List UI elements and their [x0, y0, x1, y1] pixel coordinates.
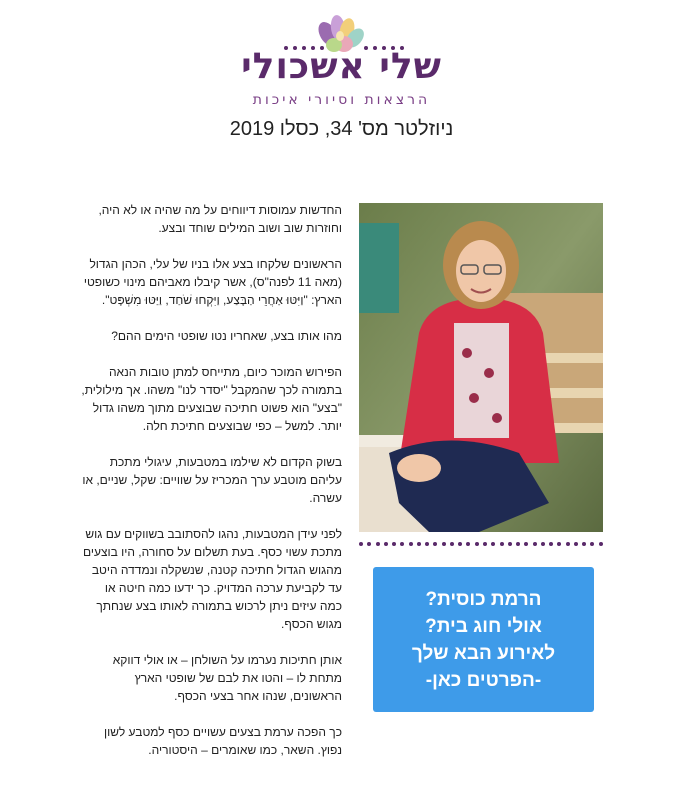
- article-paragraph: לפני עידן המטבעות, נהגו להסתובב בשווקים עם גוש מתכת עשוי כסף. בעת תשלום על סחורה, היו בוצעים מהגוש הגדול חתיכה קטנה, שנשקלה ונמדדה היטב עד לקביעת ערכה המדויק. כך ידעו כמה חיטה או כמה עיזים ניתן לרכוש בתמורה לאותו בצע שנחתך מגוש הכסף.: [82, 527, 342, 631]
- article-paragraph: החדשות עמוסות דיווחים על מה שהיה או לא היה, וחוזרות שוב ושוב המילים שוחד ובצע.: [98, 203, 342, 235]
- brand-name: שלי אשכולי: [241, 46, 442, 87]
- issue-title: ניוזלטר מס' 34, כסלו 2019: [229, 118, 454, 140]
- cta-line: -הפרטים כאן-: [425, 669, 542, 691]
- cta-line: לאירוע הבא שלך: [411, 642, 556, 664]
- author-photo: [359, 203, 603, 532]
- article-body: [80, 201, 342, 759]
- article-paragraph: אותן חתיכות נערמו על השולחן – או אולי דווקא מתחת לו – והטו את לבם של שופטי הארץ הראשונים, שנהו אחר בצעי הכסף.: [112, 653, 342, 703]
- brand-subtitle: הרצאות וסיורי איכות: [252, 92, 431, 108]
- photo-divider-dots: [359, 542, 603, 546]
- article-paragraph: הראשונים שלקחו בצע אלו בניו של עלי, הכהן הגדול (מאה 11 לפנה"ס), אשר קיבלו מאביהם מינוי כשופטי הארץ: "וַיִּטּוּ אַחֲרֵי הַבָּצַע, וַיִּקְחוּ שֹׁחַד, וַיַּטּוּ מִשְׁפָּט".: [83, 257, 342, 307]
- article-paragraph: כך הפכה ערמת בצעים עשויים כסף למטבע לשון נפוץ. השאר, כמו שאומרים – היסטוריה.: [103, 725, 342, 757]
- cta-line: אולי חוג בית?: [425, 615, 542, 637]
- event-details-button[interactable]: [373, 567, 594, 712]
- article-paragraph: מהו אותו בצע, שאחריו נטו שופטי הימים ההם?: [111, 329, 342, 343]
- article-paragraph: הפירוש המוכר כיום, מתייחס למתן טובות הנאה בתמורה לכך שהמקבל "יסדר לנו" משהו. אך מילולית, "בצע" הוא פשוט חתיכה שבוצעים מתוך משהו גדול יותר. למשל – כפי שבוצעים חתיכת חלה.: [81, 365, 342, 433]
- cta-line: הרמת כוסית?: [425, 588, 542, 610]
- article-paragraph: בשוק הקדום לא שילמו במטבעות, עיגולי מתכת עליהם מוטבע ערך המכריז על שוויים: שקל, שניים, או עשרה.: [82, 455, 342, 505]
- newsletter-header: [0, 0, 683, 140]
